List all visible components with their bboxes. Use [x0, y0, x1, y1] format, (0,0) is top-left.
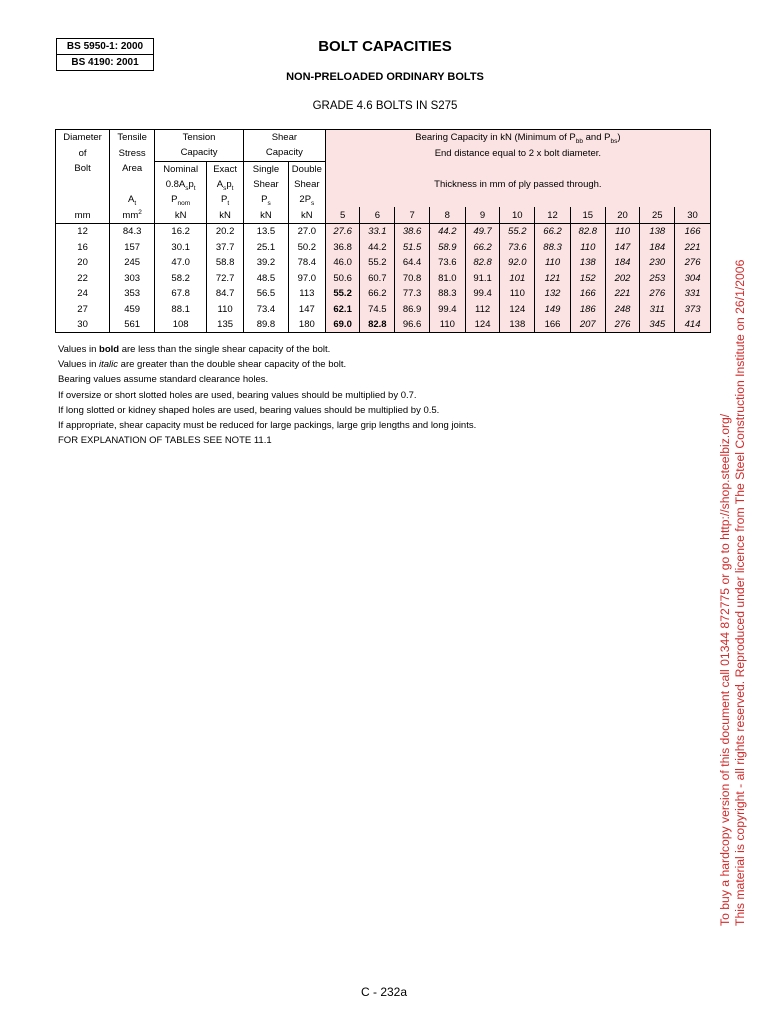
bearing-cell: 186 [570, 301, 605, 317]
bearing-cell: 46.0 [325, 255, 360, 271]
bearing-cell: 92.0 [500, 255, 535, 271]
thickness-header: 30 [675, 207, 711, 223]
thickness-header: 10 [500, 207, 535, 223]
table-cell: 73.4 [244, 301, 289, 317]
symbol-at: $A_t$ [110, 192, 155, 207]
bearing-cell: 276 [675, 255, 711, 271]
bearing-cell: 124 [465, 317, 500, 333]
header-cell: End distance equal to 2 x bolt diameter. [325, 145, 710, 161]
note-italic [58, 357, 618, 372]
table-cell: 20 [77, 257, 88, 269]
copyright-notice: This material is copyright - all rights reserved. Reproduced under licence from The Steel Construction Institute on 26/1/2006 [733, 259, 747, 926]
bearing-cell: 49.7 [465, 223, 500, 239]
bearing-cell: 345 [640, 317, 675, 333]
bearing-cell: 66.2 [535, 223, 571, 239]
bearing-cell: 110 [500, 286, 535, 302]
header-cell [56, 177, 110, 192]
note-line: If oversize or short slotted holes are used, bearing values should be multiplied by 0.7. [58, 389, 417, 401]
header-cell: Capacity [155, 145, 244, 161]
table-cell: 113 [288, 286, 325, 302]
bearing-cell: 304 [675, 270, 711, 286]
bearing-cell: 124 [500, 301, 535, 317]
bearing-cell: 248 [605, 301, 640, 317]
bearing-cell: 331 [675, 286, 711, 302]
header-cell [56, 192, 110, 207]
table-cell: 108 [155, 317, 207, 333]
bearing-cell: 253 [640, 270, 675, 286]
thickness-header: 12 [535, 207, 571, 223]
header-cell: ) [617, 132, 621, 144]
symbol-ps: $P_s$ [244, 192, 289, 207]
unit-cell: mm [56, 207, 110, 223]
bearing-cell: 121 [535, 270, 571, 286]
table-cell: 16.2 [155, 223, 207, 239]
bearing-cell: 64.4 [395, 255, 430, 271]
table-cell: 459 [110, 301, 155, 317]
header-cell: Exact [207, 161, 244, 177]
header-cell: Shear [244, 130, 326, 146]
bearing-cell: 110 [605, 223, 640, 239]
bearing-cell: 166 [535, 317, 571, 333]
standards-box [56, 38, 154, 71]
table-row [56, 239, 711, 255]
bearing-cell: 81.0 [429, 270, 465, 286]
table-cell: 97.0 [288, 270, 325, 286]
table-cell: 12 [77, 226, 88, 238]
bearing-cell: 132 [535, 286, 571, 302]
bearing-cell: 99.4 [429, 301, 465, 317]
bearing-cell: 138 [640, 223, 675, 239]
bearing-cell: 230 [640, 255, 675, 271]
table-row [56, 270, 711, 286]
bearing-cell: 99.4 [465, 286, 500, 302]
header-cell: of [78, 147, 87, 159]
header-cell [325, 161, 710, 177]
bearing-cell: 138 [500, 317, 535, 333]
table-cell: 39.2 [244, 255, 289, 271]
bearing-cell: 66.2 [465, 239, 500, 255]
table-cell: 135 [207, 317, 244, 333]
table-cell: 25.1 [244, 239, 289, 255]
bearing-cell: 70.8 [395, 270, 430, 286]
table-cell: 48.5 [244, 270, 289, 286]
unit-cell: kN [207, 207, 244, 223]
bearing-cell: 96.6 [395, 317, 430, 333]
table-cell: 180 [288, 317, 325, 333]
thickness-header: 5 [325, 207, 360, 223]
thickness-header: 25 [640, 207, 675, 223]
bearing-cell: 221 [605, 286, 640, 302]
unit-cell: $mm^2$ [110, 207, 155, 223]
copyright-sidebar [718, 246, 748, 926]
note-italic-word: italic [99, 359, 119, 371]
bearing-cell: 51.5 [395, 239, 430, 255]
table-cell: 67.8 [155, 286, 207, 302]
bearing-cell: 58.9 [429, 239, 465, 255]
table-cell: 13.5 [244, 223, 289, 239]
table-row [56, 223, 711, 239]
table-row [56, 301, 711, 317]
table-cell: 47.0 [155, 255, 207, 271]
notes [58, 342, 618, 448]
table-cell: 245 [110, 255, 155, 271]
bearing-cell: 110 [535, 255, 571, 271]
bearing-cell: 62.1 [325, 301, 360, 317]
table-cell: 30 [77, 319, 88, 331]
header-cell: Diameter [63, 132, 102, 144]
symbol-2ps: $2P_s$ [288, 192, 325, 207]
note-text: are less than the single shear capacity of the bolt. [119, 344, 331, 355]
thickness-header: 7 [395, 207, 430, 223]
bearing-cell: 82.8 [360, 317, 395, 333]
table-cell: 16 [77, 241, 88, 253]
note-text: Values in [58, 344, 100, 355]
bearing-cell: 101 [500, 270, 535, 286]
header-cell [325, 192, 710, 207]
table-cell: 56.5 [244, 286, 289, 302]
bearing-cell: 82.8 [570, 223, 605, 239]
table-cell: 20.2 [207, 223, 244, 239]
table-cell: 88.1 [155, 301, 207, 317]
bearing-cell: 66.2 [360, 286, 395, 302]
subtitle-bolt-type: NON-PRELOADED ORDINARY BOLTS [286, 71, 484, 83]
bearing-cell: 44.2 [429, 223, 465, 239]
header-cell: Bearing Capacity in kN (Minimum of P [415, 132, 576, 144]
table-cell: 50.2 [288, 239, 325, 255]
header-cell: Stress [110, 145, 155, 161]
table-cell: 110 [207, 301, 244, 317]
page-number: C - 232a [360, 985, 408, 999]
bearing-cell: 202 [605, 270, 640, 286]
table-cell: 27.0 [288, 223, 325, 239]
thickness-header: 6 [360, 207, 395, 223]
header-cell [110, 177, 155, 192]
bearing-cell: 110 [429, 317, 465, 333]
table-cell: 37.7 [207, 239, 244, 255]
bearing-cell: 147 [605, 239, 640, 255]
bearing-cell: 91.1 [465, 270, 500, 286]
table-cell: 24 [77, 288, 88, 300]
unit-cell: kN [244, 207, 289, 223]
standard-ref: BS 4190: 2001 [57, 54, 153, 70]
note-bold [58, 342, 618, 357]
note-line: Bearing values assume standard clearance holes. [58, 374, 269, 386]
note-line: If appropriate, shear capacity must be reduced for large packings, large grip lengths and long joints. [58, 420, 477, 432]
table-cell: 78.4 [288, 255, 325, 271]
bearing-cell: 311 [640, 301, 675, 317]
note-bold-word: bold [99, 344, 120, 355]
bearing-cell: 88.3 [429, 286, 465, 302]
bearing-cell: 60.7 [360, 270, 395, 286]
bolt-capacity-table [55, 129, 711, 333]
bearing-cell: 86.9 [395, 301, 430, 317]
thickness-header: 15 [570, 207, 605, 223]
header-cell: Nominal [155, 161, 207, 177]
bearing-cell: 373 [675, 301, 711, 317]
symbol-exact-formula: $A_sp_t$ [207, 177, 244, 192]
header-cell: Double [288, 161, 325, 177]
header-cell: Single [244, 161, 289, 177]
header-cell: Shear [244, 177, 289, 192]
unit-cell: kN [288, 207, 325, 223]
bearing-cell: 77.3 [395, 286, 430, 302]
bearing-cell: 74.5 [360, 301, 395, 317]
bearing-cell: 73.6 [429, 255, 465, 271]
note-text: Values in [58, 359, 100, 371]
bearing-cell: 166 [570, 286, 605, 302]
bearing-cell: 44.2 [360, 239, 395, 255]
table-cell: 303 [110, 270, 155, 286]
bearing-title: Bearing Capacity in kN (Minimum of $P_{bb}$ and $P_{bs}$) [325, 130, 710, 146]
bearing-cell: 166 [675, 223, 711, 239]
bearing-cell: 184 [640, 239, 675, 255]
table-cell: 89.8 [244, 317, 289, 333]
table-cell: 157 [110, 239, 155, 255]
header-cell: and P [582, 132, 611, 144]
bearing-cell: 276 [605, 317, 640, 333]
symbol-pnom: $P_{nom}$ [155, 192, 207, 207]
table-cell: 58.2 [155, 270, 207, 286]
bearing-cell: 138 [570, 255, 605, 271]
bearing-cell: 36.8 [325, 239, 360, 255]
table-cell: 27 [77, 303, 88, 315]
thickness-header: 20 [605, 207, 640, 223]
header-cell: Tension [155, 130, 244, 146]
table-cell: 84.3 [110, 223, 155, 239]
header-cell: Shear [288, 177, 325, 192]
thickness-header: 8 [429, 207, 465, 223]
header-cell: Bolt [74, 163, 91, 175]
note-line: If long slotted or kidney shaped holes are used, bearing values should be multiplied by 0.5. [58, 404, 440, 416]
symbol-pt: $P_t$ [207, 192, 244, 207]
table-cell: 353 [110, 286, 155, 302]
header-cell: Thickness in mm of ply passed through. [325, 177, 710, 192]
table-row [56, 255, 711, 271]
bearing-cell: 207 [570, 317, 605, 333]
table-cell: 30.1 [155, 239, 207, 255]
subtitle-grade: GRADE 4.6 BOLTS IN S275 [312, 100, 458, 112]
page-title: BOLT CAPACITIES [318, 38, 452, 55]
unit-text: mm [122, 209, 139, 221]
table-cell: 58.8 [207, 255, 244, 271]
table-cell: 147 [288, 301, 325, 317]
thickness-header: 9 [465, 207, 500, 223]
bearing-cell: 110 [570, 239, 605, 255]
table-row [56, 286, 711, 302]
bearing-cell: 152 [570, 270, 605, 286]
note-line: FOR EXPLANATION OF TABLES SEE NOTE 11.1 [58, 435, 272, 447]
bearing-cell: 221 [675, 239, 711, 255]
bearing-cell: 414 [675, 317, 711, 333]
bearing-cell: 33.1 [360, 223, 395, 239]
bearing-cell: 50.6 [325, 270, 360, 286]
purchase-notice: To buy a hardcopy version of this document call 01344 872775 or go to http://shop.steelbiz.org/ [718, 413, 732, 926]
table-cell: 84.7 [207, 286, 244, 302]
bearing-cell: 55.2 [325, 286, 360, 302]
symbol-nominal-formula: $0.8A_sp_t$ [155, 177, 207, 192]
bearing-cell: 69.0 [325, 317, 360, 333]
table-row [56, 317, 711, 333]
bearing-cell: 149 [535, 301, 571, 317]
bearing-cell: 27.6 [325, 223, 360, 239]
header-cell: Capacity [244, 145, 326, 161]
bearing-cell: 88.3 [535, 239, 571, 255]
bearing-cell: 82.8 [465, 255, 500, 271]
header-cell: Area [110, 161, 155, 177]
header-cell: Tensile [110, 130, 155, 146]
bearing-cell: 112 [465, 301, 500, 317]
table-cell: 72.7 [207, 270, 244, 286]
table-cell: 561 [110, 317, 155, 333]
bearing-cell: 38.6 [395, 223, 430, 239]
bearing-cell: 276 [640, 286, 675, 302]
unit-cell: kN [155, 207, 207, 223]
standard-ref: BS 5950-1: 2000 [66, 41, 144, 52]
bearing-cell: 73.6 [500, 239, 535, 255]
bearing-cell: 55.2 [360, 255, 395, 271]
bearing-cell: 55.2 [500, 223, 535, 239]
table-cell: 22 [77, 272, 88, 284]
bearing-cell: 184 [605, 255, 640, 271]
note-text: are greater than the double shear capacity of the bolt. [118, 359, 347, 371]
